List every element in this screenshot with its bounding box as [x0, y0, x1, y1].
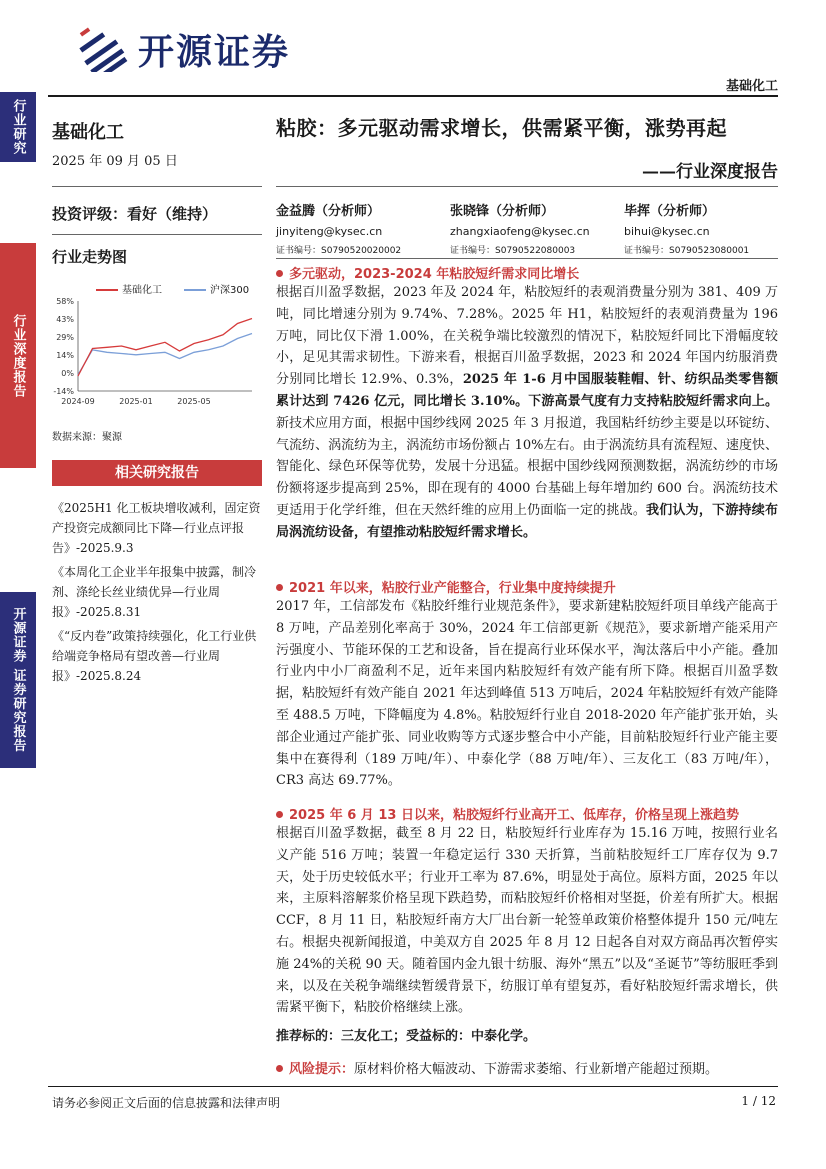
analyst-email[interactable]: zhangxiaofeng@kysec.cn: [450, 225, 590, 238]
section-paragraph: 2017 年，工信部发布《粘胶纤维行业规范条件》，要求新建粘胶短纤项目单线产能高于 8 万吨，产品差别化率高于 30%，2024 年工信部更新《规范》，要求新增产能采用产污强度小、节能环保的工艺和设备，旨在提高行业环保水平，淘汰落后中小产能。叠加行业内中小厂商盈利不足，近年来国内粘胶短纤有效产能有所下降。根据百川盈孚数据，粘胶短纤有效产能自 2021 年达到峰值 513 万吨后，2024 年粘胶短纤有效产能降至 488.5 万吨，下降幅度为 4.8%。粘胶短纤行业自 2018-2020 年产能扩张开始，头部企业通过产能扩张、同业收购等方式逐步整合中小产能，目前粘胶短纤行业产能主要集中在赛得利（189 万吨/年）、中泰化学（88 万吨/年）、三友化工（83 万吨/年），CR3 高达 69.77%。: [276, 599, 778, 789]
trend-chart: [52, 293, 262, 423]
footer-disclaimer: 请务必参阅正文后面的信息披露和法律声明: [52, 1096, 281, 1110]
analyst-email[interactable]: bihui@kysec.cn: [624, 225, 710, 238]
series-line-primary: [78, 319, 252, 377]
bullet-icon: [276, 270, 283, 277]
investment-rating: 投资评级：看好（维持）: [52, 205, 218, 223]
analyst-cert: 证书编号：S0790520020002: [276, 246, 402, 256]
report-subtitle: ——行业深度报告: [642, 162, 778, 182]
footer-divider: [48, 1086, 778, 1087]
section-heading: 多元驱动，2023-2024 年粘胶短纤需求同比增长: [276, 263, 579, 282]
main-divider: [276, 186, 778, 187]
risk-warning: 风险提示：原材料价格大幅波动、下游需求萎缩、行业新增产能超过预期。: [276, 1058, 718, 1077]
related-reports-header: 相关研究报告: [52, 460, 262, 486]
analyst-name: 金益腾（分析师）: [276, 204, 381, 219]
y-tick-label: 43%: [56, 315, 74, 324]
legend-item: 沪深300: [184, 281, 249, 296]
analyst-name: 毕挥（分析师）: [624, 204, 716, 219]
analyst-cert: 证书编号：S0790523080001: [624, 246, 750, 256]
x-tick-label: 2025-05: [177, 397, 211, 406]
y-tick-label: -14%: [53, 387, 74, 396]
section-paragraph: 根据百川盈孚数据，2023 年及 2024 年，粘胶短纤的表观消费量分别为 381、409 万吨，同比增速分别为 9.74%、7.28%。2025 年 H1，粘胶短纤的表观消费量为 196 万吨，同比仅下滑 1.00%，在关税争端比较激烈的情况下，粘胶短纤同比下滑幅度较小，足见其需求韧性。下游来看，根据百川盈孚数据，2023 和 2024 年国内纺服消费分别同比增长 12.9%、0.3%，2025 年 1-6 月中国服装鞋帽、针、纺织品类零售额累计达到 7426 亿元，同比增长 3.10%。下游高景气度有力支持粘胶短纤需求向上。新技术应用方面，根据中国纱线网 2025 年 3 月报道，我国粘纤纺纱主要是以环锭纺、气流纺、涡流纺为主，涡流纺市场份额占 10%左右。由于涡流纺具有流程短、速度快、智能化、绿色环保等优势，发展十分迅猛。根据中国纱线网预测数据，涡流纺纱的市场份额将逐步提高到 25%，即在现有的 4000 台基础上每年增加约 600 台。涡流纺技术更适用于化学纤维，但在天然纤维的应用上仍面临一定的挑战。我们认为，下游持续布局涡流纺设备，有望推动粘胶短纤需求增长。: [276, 285, 778, 540]
main-divider: [276, 258, 778, 259]
side-tab-research: 行业研究: [0, 92, 36, 162]
legend-swatch: [96, 289, 118, 291]
report-title: 粘胶：多元驱动需求增长，供需紧平衡，涨势再起: [276, 116, 727, 140]
recommended-stocks: 推荐标的：三友化工；受益标的：中泰化学。: [276, 1029, 537, 1044]
section-paragraph: 根据百川盈孚数据，截至 8 月 22 日，粘胶短纤行业库存为 15.16 万吨，按照行业名义产能 516 万吨；装置一年稳定运行 330 天折算，当前粘胶短纤工厂库存仅为 9.7 天，处于历史较低水平；行业开工率为 87.6%，明显处于高位。原料方面，2025 年以来，主原料溶解浆价格呈现下跌趋势，而粘胶短纤价格相对坚挺，价差有所扩大。根据 CCF，8 月 11 日，粘胶短纤南方大厂出台新一轮签单政策价格整体提升 150 元/吨左右。根据央视新闻报道，中美双方自 2025 年 8 月 12 日起各自对双方商品再次暂停实施 24%的关税 90 天。随着国内金九银十纺服、海外“黑五”以及“圣诞节”等纺服旺季到来，以及在关税争端继续暂缓背景下，纺服订单有望复苏，看好粘胶短纤需求增长，供需紧平衡下，粘胶价格继续上涨。: [276, 826, 778, 1016]
analyst-email[interactable]: jinyiteng@kysec.cn: [276, 225, 383, 238]
side-tab-report-type: 行业深度报告: [0, 243, 36, 468]
report-date: 2025 年 09 月 05 日: [52, 154, 178, 169]
header-divider: [48, 95, 778, 97]
analyst-name: 张晓锋（分析师）: [450, 204, 555, 219]
related-report-link[interactable]: 《本周化工企业半年报集中披露，制冷剂、涤纶长丝业绩优异—行业周报》-2025.8.31: [52, 565, 257, 619]
legend-swatch: [184, 289, 206, 291]
related-report-link[interactable]: 《“反内卷”政策持续强化，化工行业供给端竞争格局有望改善—行业周报》-2025.8.24: [52, 629, 257, 683]
analyst-card: [624, 200, 804, 256]
brand-logo-icon: [78, 26, 130, 72]
section-heading: 2021 年以来，粘胶行业产能整合，行业集中度持续提升: [276, 577, 616, 596]
left-divider: [52, 186, 262, 187]
related-report-link[interactable]: 《2025H1 化工板块增收减利，固定资产投资完成额同比下降—行业点评报告》-2025.9.3: [52, 501, 261, 555]
side-tab-brand: 开源证券 证券研究报告: [0, 592, 36, 768]
analyst-card: [276, 200, 456, 256]
header-sector: 基础化工: [725, 79, 778, 94]
trend-title: 行业走势图: [52, 248, 128, 266]
series-line-secondary: [78, 334, 252, 375]
y-tick-label: 58%: [56, 297, 74, 306]
y-tick-label: 29%: [56, 333, 74, 342]
legend-item: 基础化工: [96, 281, 162, 296]
bullet-icon: [276, 584, 283, 591]
y-tick-label: 14%: [56, 351, 74, 360]
y-tick-label: 0%: [61, 369, 74, 378]
bullet-icon: [276, 811, 283, 818]
brand-logo: [78, 24, 290, 74]
section-heading: 2025 年 6 月 13 日以来，粘胶短纤行业高开工、低库存，价格呈现上涨趋势: [276, 804, 739, 823]
bullet-icon: [276, 1065, 283, 1072]
left-divider: [52, 234, 262, 235]
chart-source: 数据来源：聚源: [52, 432, 122, 443]
brand-name: 开源证券: [138, 31, 291, 73]
page-number: 1 / 12: [741, 1094, 776, 1108]
analyst-card: [450, 200, 630, 256]
x-tick-label: 2025-01: [119, 397, 153, 406]
sector-title: 基础化工: [52, 122, 124, 143]
analyst-cert: 证书编号：S0790522080003: [450, 246, 576, 256]
x-tick-label: 2024-09: [61, 397, 95, 406]
